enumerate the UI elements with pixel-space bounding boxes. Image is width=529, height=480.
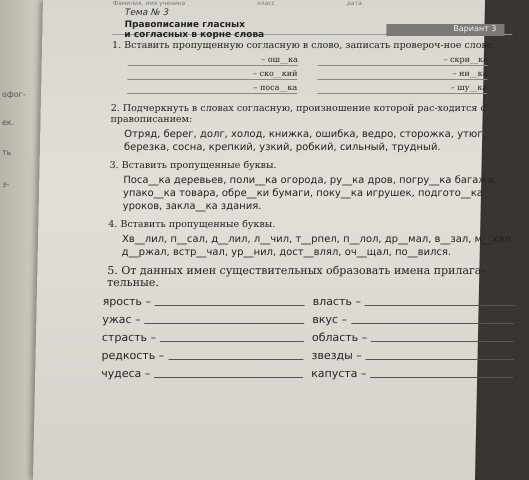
answer-line [351, 313, 515, 324]
task-5 [91, 265, 513, 380]
worksheet-header [112, 8, 513, 40]
noun-pair [312, 331, 522, 344]
noun-pair [311, 367, 521, 380]
noun-label: власть – [312, 295, 362, 308]
answer-line [154, 367, 303, 378]
task-3 [95, 160, 516, 213]
left-page-fragment: з- [2, 180, 10, 189]
task-1-word: – ош__ка [128, 55, 298, 66]
noun-pair [311, 349, 521, 362]
task-2-title: 2. Подчеркнуть в словах согласную, произношение которой рас-ходится с правописанием: [110, 103, 486, 125]
left-page-fragment: офог- [2, 90, 26, 99]
student-info-line [113, 0, 432, 7]
task-1-word: – ско__кий [127, 69, 297, 80]
noun-pair [313, 295, 523, 308]
noun-label: вкус – [312, 313, 348, 326]
answer-line [144, 313, 304, 324]
task-1-word: – шу__ка [317, 83, 487, 94]
noun-pair [102, 331, 312, 344]
task-1-right-column [317, 55, 488, 97]
noun-label: ярость – [102, 295, 152, 308]
answer-line [370, 367, 513, 378]
answer-line [365, 295, 515, 306]
noun-label: капуста – [311, 367, 367, 380]
date-label: дата [346, 0, 362, 7]
answer-line [371, 331, 514, 342]
variant-badge: Вариант 3 [386, 24, 504, 36]
answer-line [155, 295, 305, 306]
theme-title-line: Правописание гласных [124, 20, 246, 30]
noun-pair [101, 367, 311, 380]
theme-title [124, 20, 264, 40]
noun-label: звезды – [311, 349, 362, 362]
tasks [91, 40, 518, 382]
noun-pair [312, 313, 522, 326]
noun-label: страсть – [101, 331, 157, 344]
task-5-title: 5. От данных имен существительных образовать имена прилага-тельные. [106, 264, 486, 289]
noun-label: редкость – [101, 349, 165, 362]
noun-label: область – [311, 331, 368, 344]
left-page-fragment: ек. [2, 118, 15, 127]
task-1-words [127, 55, 488, 97]
task-2-words: Отряд, берег, долг, холод, книжка, ошибка, ведро, сторожка, утюг, березка, сосна, крепкий, узкий, робкий, сильный, трудный. [123, 129, 486, 153]
task-3-words: Поса__ка деревьев, поли__ка огорода, ру__ка дров, погру__ка багажа, упако__ка товара, обре__ки бумаги, поку__ка игрушек, подгото__ка уроков, закла__ка здания. [122, 175, 497, 212]
task-4-title: 4. Вставить пропущенные буквы. [108, 219, 276, 230]
task-1-word: – ни__ка [317, 69, 487, 80]
task-1-title: 1. Вставить пропущенную согласную в слово, записать провероч-ное слово. [111, 40, 496, 51]
student-name-label: Фамилия, имя ученика [112, 0, 186, 7]
task-1-word: – скри__ка [318, 55, 488, 66]
answer-line [160, 331, 304, 342]
answer-line [168, 349, 304, 360]
answer-line [366, 349, 514, 360]
noun-label: чудеса – [101, 367, 151, 380]
class-label: класс [257, 0, 275, 7]
task-3-title: 3. Вставить пропущенные буквы. [109, 160, 277, 171]
theme-title-line: и согласных в корне слова [124, 30, 265, 40]
worksheet [33, 0, 514, 480]
task-1-word: – поса__ка [127, 83, 297, 94]
noun-pair [103, 295, 313, 308]
task-4 [94, 219, 515, 259]
noun-label: ужас – [102, 313, 141, 326]
task-2 [96, 103, 517, 154]
noun-pair [101, 349, 311, 362]
task-1 [97, 40, 518, 97]
theme-number: Тема № 3 [124, 8, 170, 18]
task-1-left-column [127, 55, 298, 97]
task-5-pairs [91, 295, 513, 380]
left-page-fragment: ть [2, 148, 12, 157]
task-4-words: Хв__лил, п__сал, д__лил, л__чил, т__рпел, п__лол, др__мал, в__зал, м__хал, д__ржал, встр__чал, ур__нил, дост__влял, оч__щал, по__вился. [121, 234, 514, 258]
noun-pair [102, 313, 312, 326]
